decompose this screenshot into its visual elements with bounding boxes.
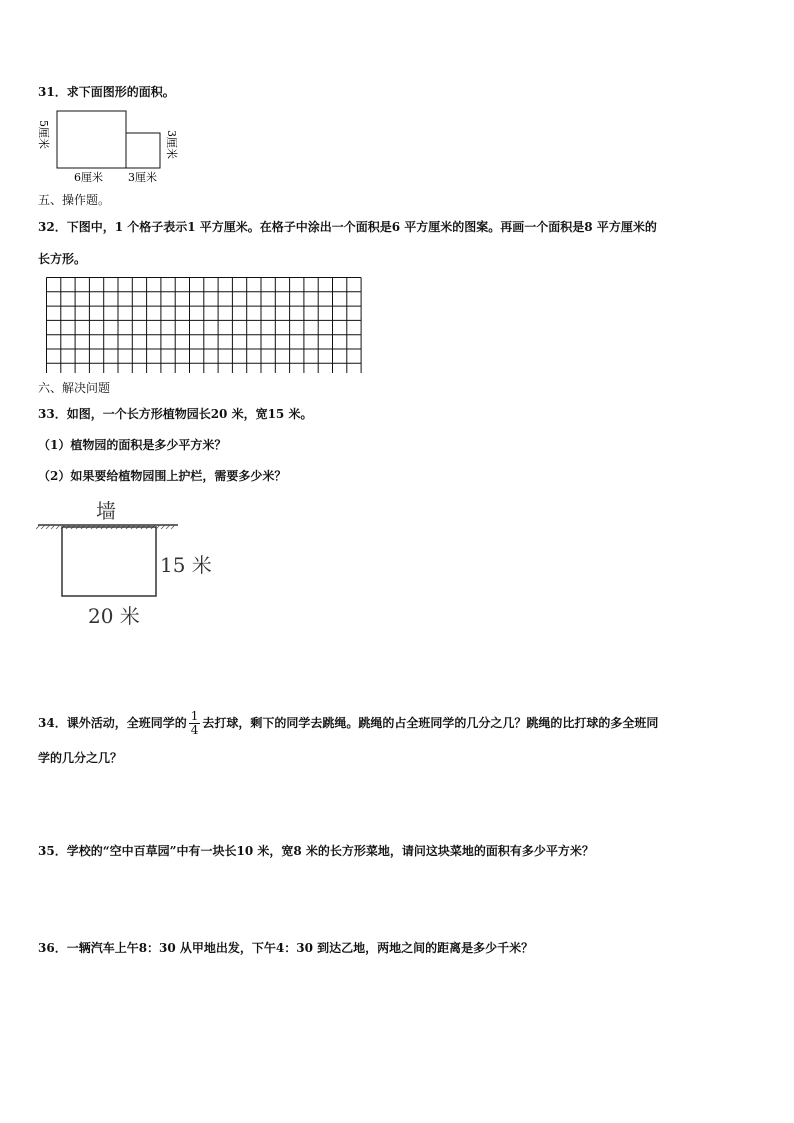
q33-wall-label: 墙 bbox=[96, 499, 116, 523]
question-34-before: 34．课外活动，全班同学的 bbox=[38, 716, 187, 730]
q31-left-height-label: 5厘米 bbox=[37, 120, 50, 149]
q33-garden-rectangle bbox=[62, 527, 156, 596]
question-33: 33．如图，一个长方形植物园长20 米，宽15 米。 bbox=[38, 407, 313, 421]
q31-large-rectangle bbox=[57, 111, 126, 168]
question-35: 35．学校的“空中百草园”中有一块长10 米，宽8 米的长方形菜地，请问这块菜地的面积有多少平方米？ bbox=[38, 844, 594, 858]
section-5-heading: 五、操作题。 bbox=[38, 193, 111, 207]
question-32-line2: 长方形。 bbox=[38, 252, 87, 266]
q31-figure bbox=[30, 108, 230, 188]
q33-height-label: 15 米 bbox=[160, 553, 212, 577]
question-33-sub2: （2）如果要给植物园围上护栏，需要多少米？ bbox=[38, 469, 287, 483]
q31-small-rectangle bbox=[126, 133, 160, 168]
section-6-heading: 六、解决问题 bbox=[38, 381, 111, 395]
q33-figure bbox=[36, 498, 236, 628]
q31-right-width-label: 3厘米 bbox=[128, 171, 157, 184]
q33-width-label: 20 米 bbox=[88, 604, 140, 628]
question-34-line1 bbox=[38, 710, 658, 737]
fraction-one-quarter bbox=[189, 710, 201, 737]
question-34-line2: 学的几分之几？ bbox=[38, 751, 123, 765]
question-34-after: 去打球，剩下的同学去跳绳。跳绳的占全班同学的几分之几？跳绳的比打球的多全班同 bbox=[202, 716, 659, 730]
fraction-denominator: 4 bbox=[190, 723, 199, 737]
fraction-numerator: 1 bbox=[190, 709, 199, 723]
q31-left-width-label: 6厘米 bbox=[74, 171, 103, 184]
q31-right-height-label: 3厘米 bbox=[165, 130, 178, 159]
question-33-sub1: （1）植物园的面积是多少平方米？ bbox=[38, 438, 227, 452]
q32-grid[interactable] bbox=[46, 277, 366, 373]
question-36: 36．一辆汽车上午8：30 从甲地出发，下午4：30 到达乙地，两地之间的距离是多少千米？ bbox=[38, 941, 534, 955]
question-32-line1: 32．下图中，1 个格子表示1 平方厘米。在格子中涂出一个面积是6 平方厘米的图案。再画一个面积是8 平方厘米的 bbox=[38, 220, 657, 234]
question-31: 31．求下面图形的面积。 bbox=[38, 85, 175, 99]
